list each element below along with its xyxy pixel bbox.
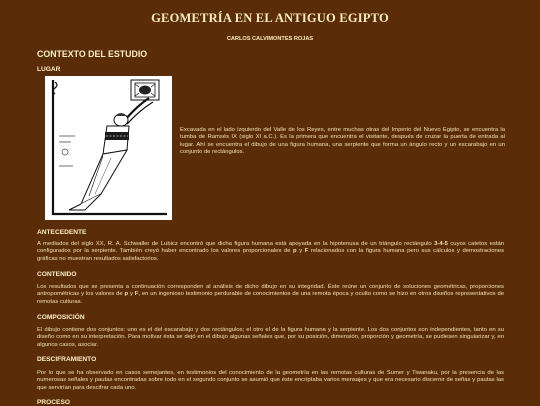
antecedente-paragraph — [37, 241, 504, 263]
triangle-ratio: 3-4-5 — [434, 241, 448, 247]
section-heading-composicion: COMPOSICIÓN — [37, 314, 85, 321]
contenido-conjunction: y — [128, 291, 135, 298]
phi-symbol: F — [304, 248, 309, 255]
lugar-description: Excavada en el lado izquierdo del Valle de los Reyes, entre muchas otras del Imperio del Nuevo Egipto, se encuentra la tumba de Ramsés IX (siglo XI a.C.). Es la primera que encuentra el visitante, después de cruzar la puerta de entrada al lugar. Ahí se encuentra el dibujo de una figura humana, una serpiente que forma un ángulo recto y un escarabajo en un conjunto de rectángulos. — [180, 127, 505, 156]
antecedente-conjunction: y — [296, 248, 305, 255]
phi-symbol: F — [134, 291, 139, 298]
section-heading-antecedente: ANTECEDENTE — [37, 229, 87, 236]
tomb-drawing-svg — [45, 76, 172, 220]
desciframiento-paragraph: Por lo que se ha observado en casos semejantes, en testimonios del conocimiento de la geometría en las remotas culturas de Sumer y Tiwanaku, por la presencia de las numerosas señales y pautas encontradas sobre todo en el segundo conjunto se asumió que éste encriptaba varios mensajes y que era necesario discernir de señas y pautas las que servirían para descifrar cada uno. — [37, 370, 504, 391]
author-name: CARLOS CALVIMONTES ROJAS — [226, 36, 314, 42]
composicion-paragraph: El dibujo contiene dos conjuntos: uno es el del escarabajo y dos rectángulos; el otro el de la figura humana y la serpiente. Los dos conjuntos son independientes, tanto en su diseño como en su interpretación. Para motivar ésta se dejó en el dibujo algunas señales que, por su posición, dimensión, proporción y geometría, se pudiesen singularizar y, en algunos casos, asociar. — [37, 327, 504, 348]
antecedente-text-a: A mediados del siglo XX, R. A. Schwaller de Lubicz encontró que dicha figura humana está apoyada en la hipotenusa de un triángulo rectángulo — [37, 241, 435, 247]
contenido-paragraph — [37, 284, 504, 306]
tomb-drawing-image — [45, 76, 172, 220]
section-heading-contexto: CONTEXTO DEL ESTUDIO — [37, 49, 148, 59]
pi-symbol: p — [293, 248, 297, 255]
section-heading-contenido: CONTENIDO — [37, 271, 77, 278]
section-heading-proceso: PROCESO — [37, 399, 70, 406]
page-title: GEOMETRÍA EN EL ANTIGUO EGIPTO — [151, 11, 389, 25]
pi-symbol: p — [124, 291, 129, 298]
section-heading-lugar: LUGAR — [37, 66, 61, 73]
antecedente-text-c: relacionados con la figura humana pero sus cálculos y demostraciones gráficas no muestran resultados satisfactorios. — [37, 248, 505, 262]
antecedente-text-b: cuyos catetos están configurados por la serpiente. También creyó haber encontrado los valores proporcionales de — [37, 241, 505, 255]
section-heading-desciframiento: DESCIFRAMIENTO — [37, 356, 97, 363]
contenido-text-a: Los resultados que se presenta a continuación corresponden al análisis de dicho dibujo en su integridad. Éste reúne un conjunto de soluciones geométricas, proporciones antropométricas y los valores de — [37, 284, 504, 298]
contenido-text-b: , en un ingenioso testimonio perdurable de conocimientos de una remota época y oculto como se hizo en otros diseños representativos de remotas culturas. — [37, 291, 505, 305]
